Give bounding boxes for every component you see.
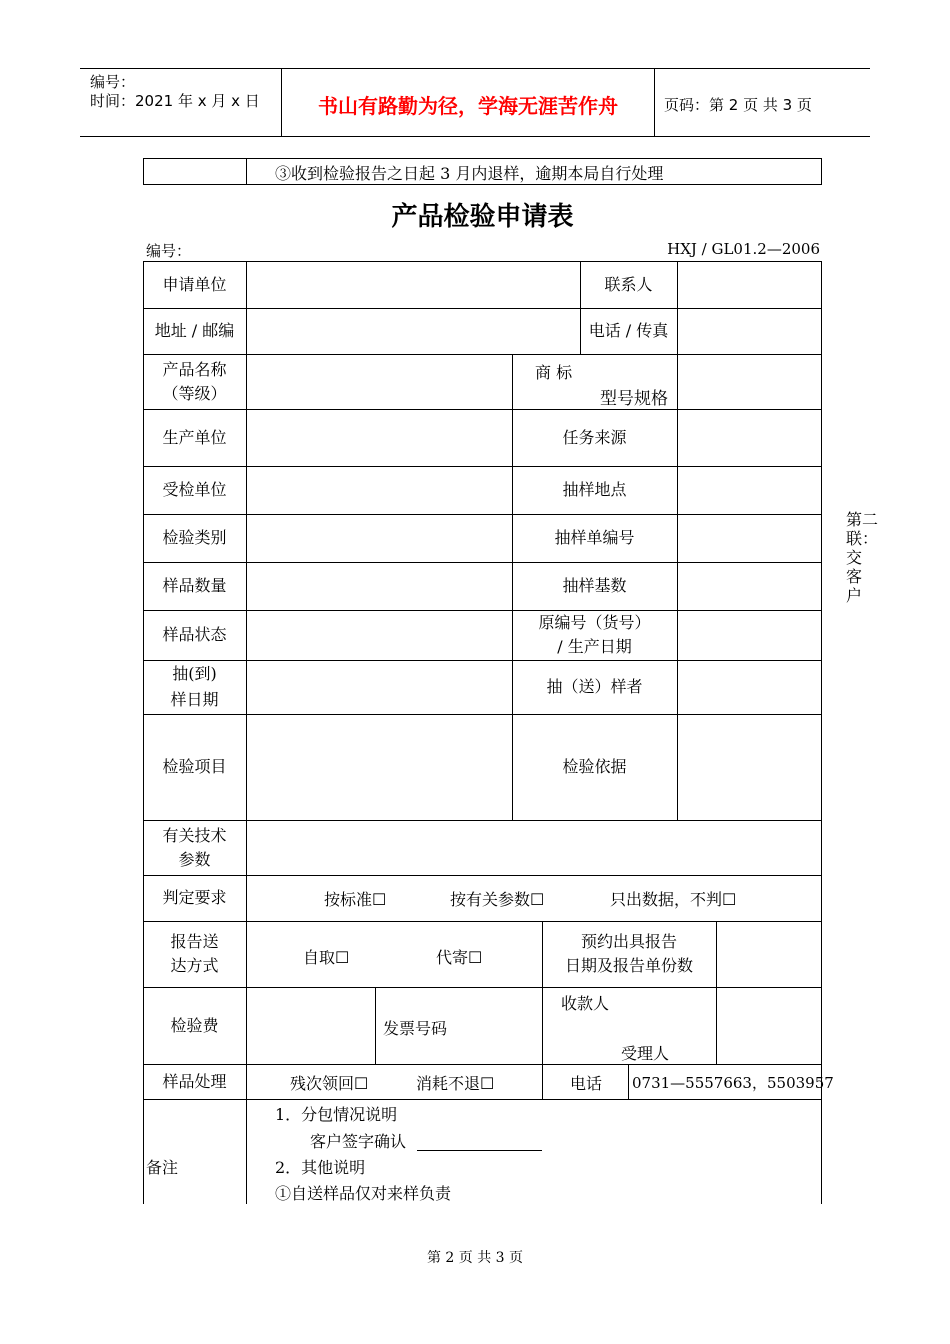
- checkbox-defect-return[interactable]: 残次领回☐: [290, 1074, 369, 1093]
- label-sample-date-line2: 样日期: [170, 690, 219, 709]
- top-remark: ③收到检验报告之日起 3 月内退样，逾期本局自行处理: [275, 164, 664, 183]
- checkbox-consumed[interactable]: 消耗不退☐: [416, 1074, 495, 1093]
- field-applicant[interactable]: [246, 261, 580, 308]
- label-original-no: [512, 610, 677, 660]
- label-applicant: 申请单位: [162, 274, 227, 294]
- label-tech-params-line1: 有关技术: [162, 825, 227, 845]
- header-page-label: 页码：第 2 页 共 3 页: [664, 96, 812, 114]
- label-sample-date: [143, 660, 246, 714]
- label-appointment: [542, 921, 716, 987]
- label-address: 地址 / 邮编: [154, 321, 235, 340]
- label-handler: 受理人: [621, 1044, 670, 1063]
- field-appointment[interactable]: [716, 921, 821, 987]
- label-delivery-line1: 报告送: [170, 932, 219, 951]
- side-note-line: 客: [846, 567, 863, 586]
- label-delivery: [143, 921, 246, 987]
- customer-sign-field[interactable]: [417, 1128, 542, 1150]
- label-remark: 备注: [146, 1158, 179, 1177]
- remark-line-3: ①自送样品仅对来样负责: [275, 1184, 452, 1203]
- customer-sign-label: 客户签字确认: [310, 1132, 407, 1151]
- label-appointment-line2: 日期及报告单份数: [564, 956, 693, 975]
- label-contact: 联系人: [604, 274, 653, 294]
- field-inspected-unit[interactable]: [246, 466, 512, 514]
- label-inspection-type: 检验类别: [162, 528, 227, 547]
- header-motto: 书山有路勤为径，学海无涯苦作舟: [318, 94, 618, 118]
- field-sample-state[interactable]: [246, 610, 512, 660]
- field-address[interactable]: [246, 308, 580, 354]
- label-sampling-no: 抽样单编号: [554, 528, 635, 547]
- header-code-label: 编号：: [90, 73, 136, 91]
- form-doc-code: HXJ / GL01.2—2006: [667, 240, 820, 258]
- field-sampling-base[interactable]: [677, 562, 821, 610]
- label-sampling-place: 抽样地点: [562, 480, 627, 499]
- checkbox-data-only[interactable]: 只出数据，不判☐: [610, 890, 737, 909]
- label-product-name-line1: 产品名称: [162, 359, 227, 379]
- form-title: 产品检验申请表: [391, 202, 574, 232]
- label-judgement: 判定要求: [162, 888, 227, 907]
- side-note-line: 户: [846, 586, 863, 605]
- field-tech-params[interactable]: [246, 820, 821, 875]
- field-fee[interactable]: [246, 987, 375, 1064]
- field-sample-qty[interactable]: [246, 562, 512, 610]
- checkbox-by-params[interactable]: 按有关参数☐: [450, 890, 545, 909]
- label-original-no-line2: / 生产日期: [557, 637, 632, 656]
- field-sample-date[interactable]: [246, 660, 512, 714]
- checkbox-self-pick[interactable]: 自取☐: [303, 948, 350, 967]
- tel-number: 0731—5557663，5503957: [632, 1074, 834, 1092]
- field-trademark-model[interactable]: [677, 354, 821, 409]
- label-inspection-items: 检验项目: [162, 757, 227, 776]
- side-note-line: 交: [846, 548, 863, 567]
- field-inspection-items[interactable]: [246, 714, 512, 820]
- form-number-label: 编号：: [146, 242, 192, 260]
- field-sampling-place[interactable]: [677, 466, 821, 514]
- field-contact[interactable]: [677, 261, 821, 308]
- label-sampler: 抽（送）样者: [546, 677, 643, 696]
- field-manufacturer[interactable]: [246, 409, 512, 466]
- label-inspected-unit: 受检单位: [162, 480, 227, 499]
- label-appointment-line1: 预约出具报告: [580, 932, 677, 951]
- label-sample-state: 样品状态: [162, 625, 227, 644]
- label-sample-date-line1: 抽(到): [172, 664, 217, 683]
- label-model-spec: 型号规格: [600, 389, 668, 409]
- label-trademark: 商 标: [535, 363, 573, 382]
- field-inspection-basis[interactable]: [677, 714, 821, 820]
- label-original-no-line1: 原编号（货号）: [538, 613, 651, 632]
- field-payee-handler[interactable]: [716, 987, 821, 1064]
- header-time-label: 时间：2021 年 x 月 x 日: [90, 92, 260, 110]
- side-note-line: 联：: [846, 529, 879, 548]
- checkbox-post[interactable]: 代寄☐: [436, 948, 483, 967]
- field-original-no[interactable]: [677, 610, 821, 660]
- label-sample-handling: 样品处理: [162, 1071, 227, 1091]
- label-tech-params: [143, 820, 246, 875]
- remark-line-2: 2．其他说明: [275, 1158, 366, 1177]
- label-delivery-line2: 达方式: [170, 956, 219, 975]
- field-sampler[interactable]: [677, 660, 821, 714]
- label-manufacturer: 生产单位: [162, 427, 227, 447]
- label-invoice-no: 发票号码: [383, 1019, 448, 1038]
- label-fee: 检验费: [170, 1015, 219, 1035]
- side-note-line: 第二: [846, 510, 879, 529]
- checkbox-by-standard[interactable]: 按标准☐: [324, 890, 387, 909]
- field-inspection-type[interactable]: [246, 514, 512, 562]
- label-product-name-line2: （等级）: [162, 383, 227, 403]
- field-phone-fax[interactable]: [677, 308, 821, 354]
- label-tel: 电话: [570, 1074, 603, 1093]
- field-sampling-no[interactable]: [677, 514, 821, 562]
- remark-line-1: 1．分包情况说明: [275, 1105, 398, 1124]
- label-sampling-base: 抽样基数: [562, 576, 627, 595]
- label-sample-qty: 样品数量: [162, 576, 227, 595]
- label-product-name: [143, 354, 246, 409]
- label-task-source: 任务来源: [562, 427, 627, 447]
- field-product-name[interactable]: [246, 354, 512, 409]
- label-payee: 收款人: [561, 994, 610, 1013]
- page-footer: 第 2 页 共 3 页: [426, 1250, 524, 1266]
- label-phone-fax: 电话 / 传真: [588, 321, 669, 340]
- field-task-source[interactable]: [677, 409, 821, 466]
- label-inspection-basis: 检验依据: [562, 757, 627, 776]
- label-tech-params-line2: 参数: [178, 849, 211, 869]
